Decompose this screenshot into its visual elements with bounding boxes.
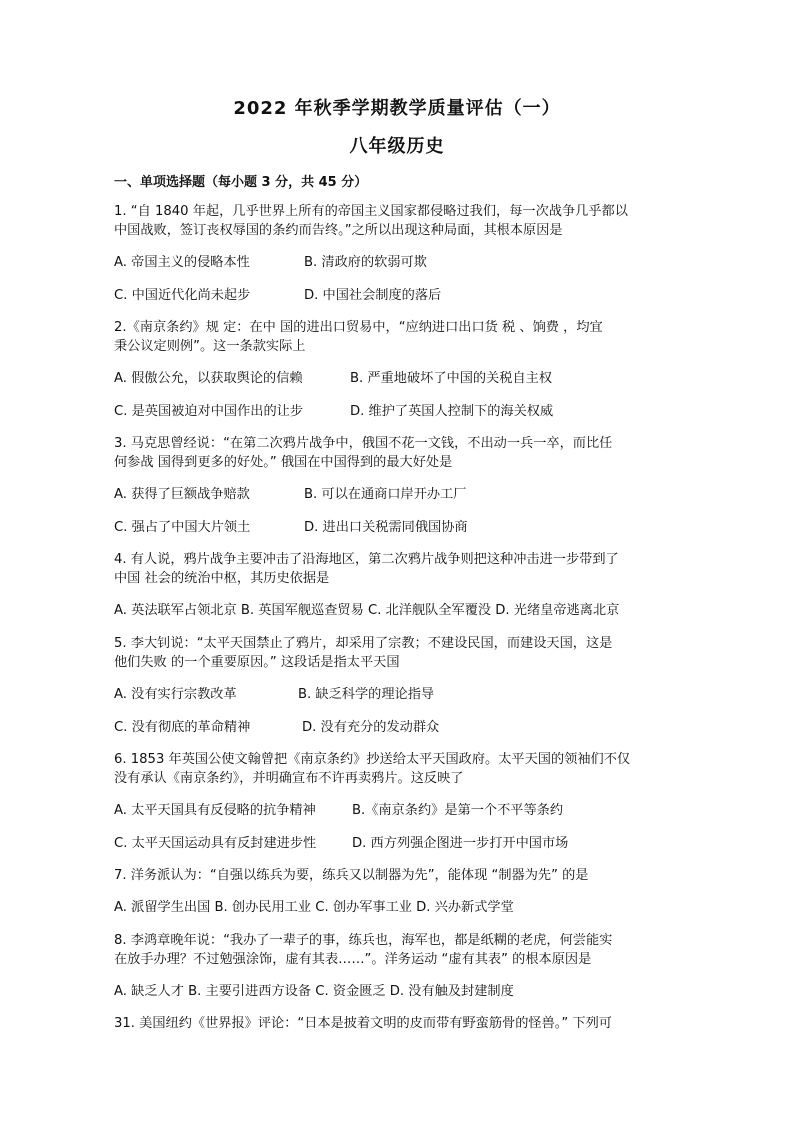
question-1-option-b: B. 清政府的软弱可欺 [304, 255, 427, 270]
question-3-line-2: 何参战 国得到更多的好处。” 俄国在中国得到的最大好处是 [114, 455, 453, 470]
question-7-options: A. 派留学生出国 B. 创办民用工业 C. 创办军事工业 D. 兴办新式学堂 [114, 900, 514, 915]
question-1-line-2: 中国战败，签订丧权辱国的条约而告终。”之所以出现这种局面，其根本原因是 [114, 223, 563, 238]
question-3-option-d: D. 进出口关税需同俄国协商 [304, 520, 468, 535]
question-5-option-a: A. 没有实行宗教改革 [114, 687, 237, 702]
question-6-option-d: D. 西方列强企图进一步打开中国市场 [352, 836, 569, 851]
question-4-line-2: 中国 社会的统治中枢，其历史依据是 [114, 571, 330, 586]
question-6-option-b: B.《南京条约》是第一个不平等条约 [352, 803, 564, 818]
section-heading: 一、单项选择题（每小题 3 分，共 45 分） [114, 175, 368, 190]
question-1-option-d: D. 中国社会制度的落后 [304, 288, 442, 303]
question-2-option-d: D. 维护了英国人控制下的海关权威 [350, 404, 554, 419]
question-5-option-d: D. 没有充分的发动群众 [302, 720, 440, 735]
question-8-line-2: 在放手办理？不过勉强涂饰，虚有其表……”。洋务运动 “虚有其表” 的根本原因是 [114, 952, 592, 967]
question-8-line-1: 8. 李鸿章晚年说：“我办了一辈子的事，练兵也，海军也，都是纸糊的老虎，何尝能实 [114, 933, 613, 948]
question-3-line-1: 3. 马克思曾经说：“在第二次鸦片战争中，俄国不花一文钱，不出动一兵一卒，而比任 [114, 436, 613, 451]
question-6-option-a: A. 太平天国具有反侵略的抗争精神 [114, 803, 316, 818]
question-5-line-2: 他们失败 的一个重要原因。” 这段话是指太平天国 [114, 655, 400, 670]
question-2-option-c: C. 是英国被迫对中国作出的让步 [114, 404, 304, 419]
question-8-options: A. 缺乏人才 B. 主要引进西方设备 C. 资金匮乏 D. 没有触及封建制度 [114, 984, 514, 999]
question-31-line-1: 31. 美国纽约《世界报》评论：“日本是披着文明的皮而带有野蛮筋骨的怪兽。” 下列可 [114, 1016, 612, 1031]
question-5-option-b: B. 缺乏科学的理论指导 [298, 687, 435, 702]
question-2-line-1: 2.《南京条约》规 定：在中 国的进出口贸易中，“应纳进口出口货 税 、饷费 ，均宜 [114, 320, 603, 335]
question-7-line-1: 7. 洋务派认为：“自强以练兵为要，练兵又以制器为先”，能体现 “制器为先” 的是 [114, 868, 589, 883]
question-4-options: A. 英法联军占领北京 B. 英国军舰巡查贸易 C. 北洋舰队全军覆没 D. 光绪皇帝逃离北京 [114, 603, 620, 618]
question-6-option-c: C. 太平天国运动具有反封建进步性 [114, 836, 317, 851]
question-3-option-a: A. 获得了巨额战争赔款 [114, 487, 250, 502]
page-subtitle: 八年级历史 [349, 136, 445, 157]
page-title: 2022 年秋季学期教学质量评估（一） [233, 98, 561, 119]
question-3-option-c: C. 强占了中国大片领土 [114, 520, 251, 535]
question-1-option-c: C. 中国近代化尚未起步 [114, 288, 251, 303]
question-1-line-1: 1. “自 1840 年起，几乎世界上所有的帝国主义国家都侵略过我们，每一次战争几乎都以 [114, 204, 628, 219]
question-2-option-b: B. 严重地破坏了中国的关税自主权 [350, 371, 553, 386]
question-2-line-2: 秉公议定则例”。这一条款实际上 [114, 339, 306, 354]
question-6-line-2: 没有承认《南京条约》，并明确宣布不许再卖鸦片。这反映了 [114, 771, 464, 786]
question-1-option-a: A. 帝国主义的侵略本性 [114, 255, 250, 270]
question-6-line-1: 6. 1853 年英国公使文翰曾把《南京条约》抄送给太平天国政府。太平天国的领袖们不仅 [114, 752, 631, 767]
question-4-line-1: 4. 有人说，鸦片战争主要冲击了沿海地区，第二次鸦片战争则把这种冲击进一步带到了 [114, 552, 619, 567]
question-5-line-1: 5. 李大钊说：“太平天国禁止了鸦片，却采用了宗教；不建设民国，而建设天国，这是 [114, 636, 613, 651]
question-2-option-a: A. 假傲公允，以获取舆论的信赖 [114, 371, 303, 386]
question-5-option-c: C. 没有彻底的革命精神 [114, 720, 251, 735]
question-3-option-b: B. 可以在通商口岸开办工厂 [304, 487, 467, 502]
